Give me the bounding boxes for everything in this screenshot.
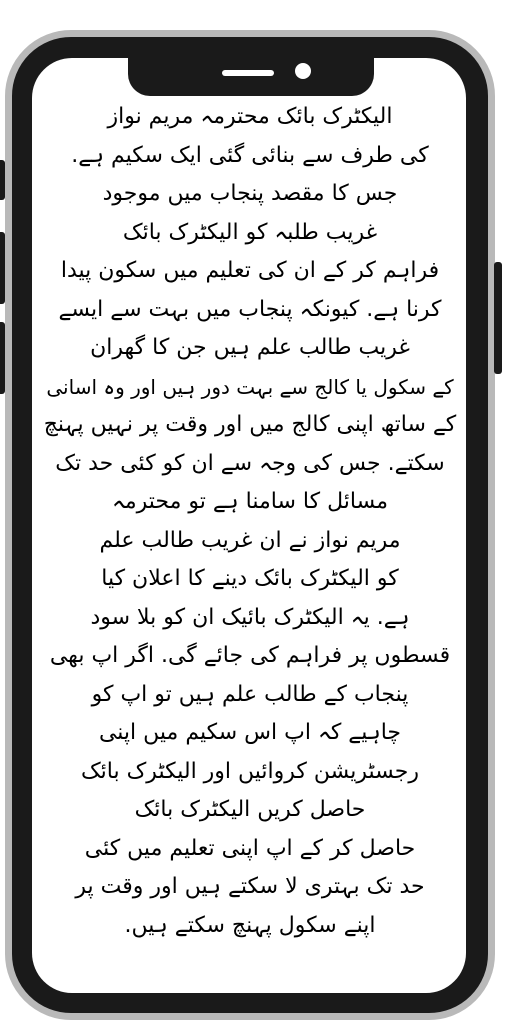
volume-down-button <box>0 322 5 394</box>
speaker-grille <box>222 70 274 76</box>
text-line: کو الیکٹرک بائک دینے کا اعلان کیا <box>101 566 399 591</box>
text-line: کے ساتھ اپنی کالج میں اور وقت پر نہیں پہنچ <box>43 412 457 437</box>
text-line: کرنا ہے. کیونکہ پنجاب میں بہت سے ایسے <box>58 296 442 322</box>
text-line: چاہیے کہ اپ اس سکیم میں اپنی <box>98 720 402 745</box>
front-camera <box>295 63 311 79</box>
text-line: الیکٹرک بائک محترمہ مریم نواز <box>107 104 393 129</box>
text-line: حاصل کریں الیکٹرک بائک <box>134 797 366 822</box>
text-line: حاصل کر کے اپ اپنی تعلیم میں کئی <box>84 835 416 861</box>
text-line: حد تک بہتری لا سکتے ہیں اور وقت پر <box>75 874 425 899</box>
text-line: ہے. یہ الیکٹرک بائیک ان کو بلا سود <box>90 604 410 630</box>
text-line: فراہم کر کے ان کی تعلیم میں سکون پیدا <box>60 258 440 283</box>
text-line: مریم نواز نے ان غریب طالب علم <box>99 527 401 553</box>
text-line: کی طرف سے بنائی گئی ایک سکیم ہے. <box>71 142 429 168</box>
phone-notch <box>128 58 374 96</box>
article-text <box>40 98 460 988</box>
silent-switch <box>0 160 5 200</box>
text-line: مسائل کا سامنا ہے تو محترمہ <box>111 489 388 514</box>
volume-up-button <box>0 232 5 304</box>
text-line: رجسٹریشن کروائیں اور الیکٹرک بائک <box>80 758 420 784</box>
text-line: غریب طالب علم ہیں جن کا گھران <box>90 335 410 360</box>
text-line: جس کا مقصد پنجاب میں موجود <box>102 181 398 206</box>
text-line: کے سکول یا کالج سے بہت دور ہیں اور وہ اسانی <box>46 374 454 399</box>
text-line: سکتے. جس کی وجہ سے ان کو کئی حد تک <box>55 450 445 476</box>
power-button <box>494 262 502 374</box>
text-line: غریب طلبہ کو الیکٹرک بائک <box>122 219 378 245</box>
text-line: قسطوں پر فراہم کی جائے گی. اگر اپ بھی <box>49 643 451 668</box>
text-line: اپنے سکول پہنچ سکتے ہیں. <box>124 912 376 938</box>
text-line: پنجاب کے طالب علم ہیں تو اپ کو <box>91 681 409 707</box>
